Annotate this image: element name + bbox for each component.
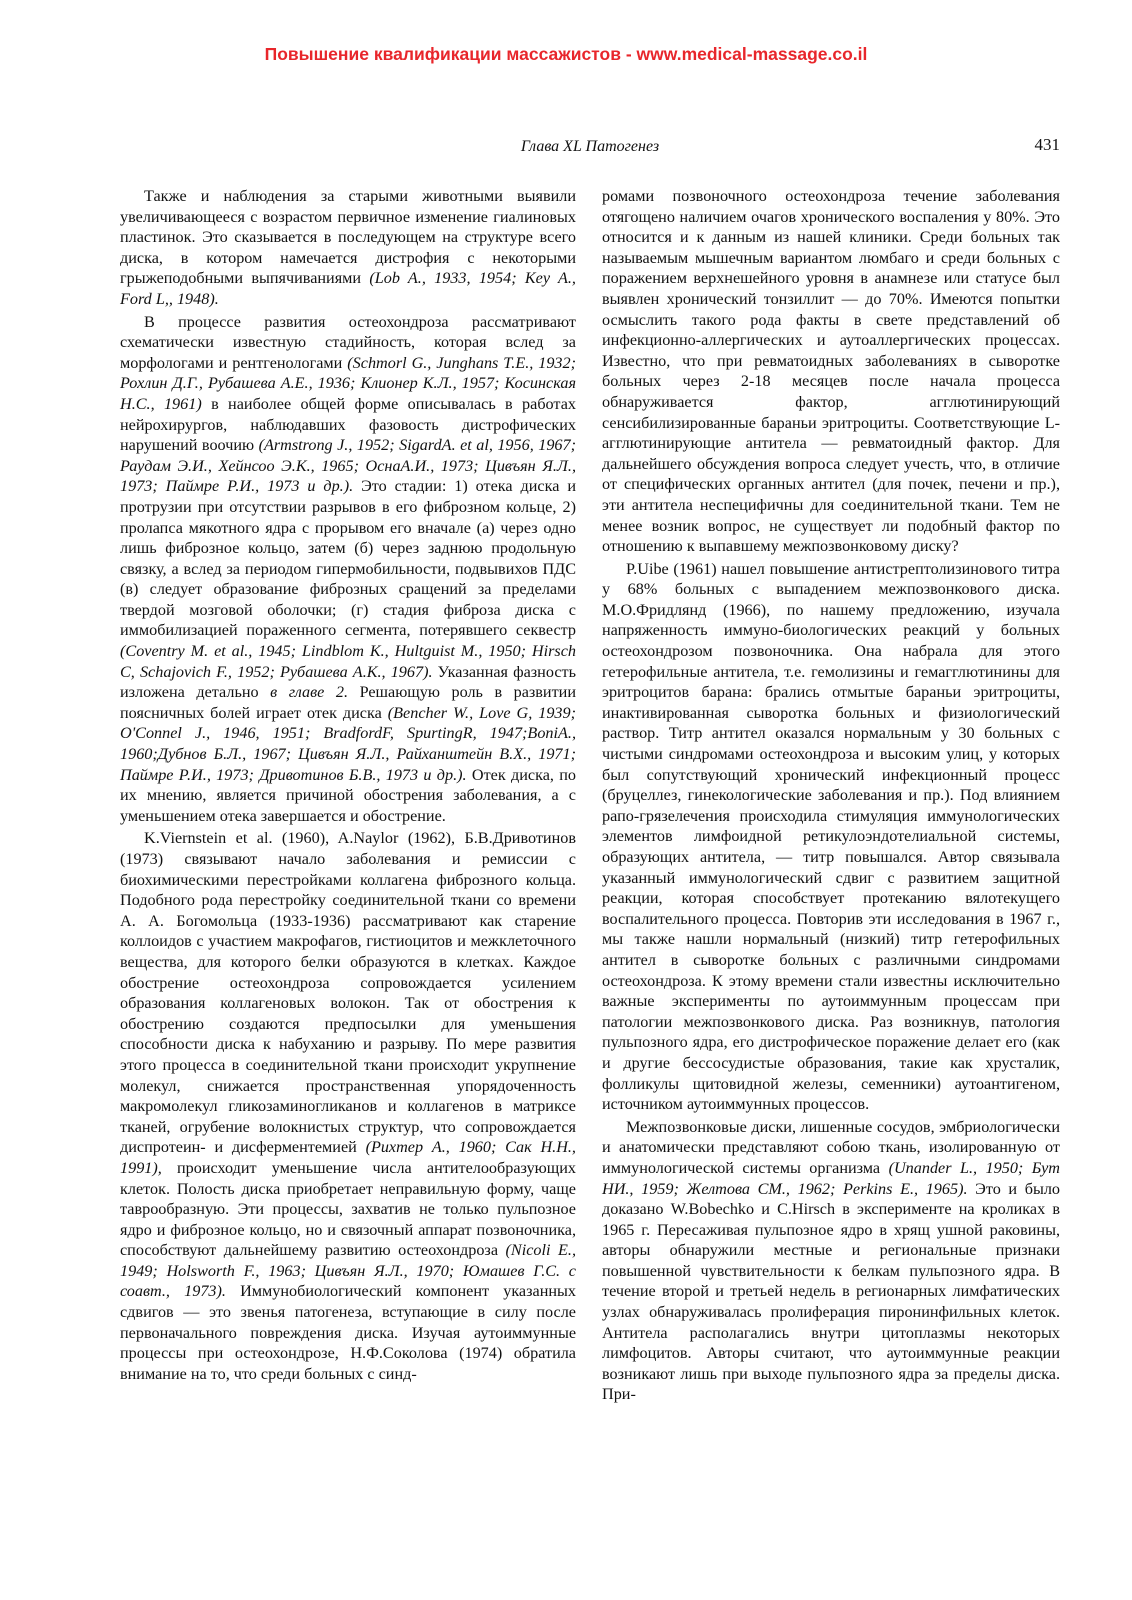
citation: (Schmorl G., Junghans Т.Е., 1932; Рохлин Д.Г., Рубашева А.Е., 1936; Клионер К.Л., 1957; Косинская Н.С., 1961) xyxy=(120,353,577,413)
citation: (Bencher W., Love G, 1939; O'Connel J., 1946, 1951; BradfordF, SpurtingR, 1947;BoniA., 1960;Дубнов Б.Л., 1967; Цивъян Я.Л., Райханштейн В.Х., 1971; Паймре Р.И., 1973; Дривотинов Б.В., 1973 и др.). xyxy=(120,703,576,784)
page-number: 431 xyxy=(1034,135,1060,154)
text-run: происходит уменьшение числа антителообразующих клеток. Полость диска приобретает неправильную форму, чаще таврообразную. Эти процессы, захватив не только пульпозное ядро и фиброзное кольцо, но и связочный аппарат позвоночника, способствуют дальнейшему развитию остеохондроза xyxy=(120,1158,576,1260)
citation: (Coventry M. et al., 1945; Lindblom К., Hultguist M., 1950; Hirsch C, Schajovich F., 1952; Рубашева А.К., 1967). xyxy=(120,642,576,681)
text-run: Также и наблюдения за старыми животными выявили увеличивающееся с возрастом первичное изменение гиалиновых пластинок. Это сказывается в последующем на структуре всего диска, в котором намечается дистрофия с некоторыми грыжеподобными выпячиваниями xyxy=(120,187,576,288)
running-header xyxy=(120,135,1060,160)
chapter-reference: в главе 2. xyxy=(270,683,349,702)
site-banner: Повышение квалификации массажистов - www.medical-massage.co.il xyxy=(264,44,868,64)
text-run: Это стадии: 1) отека диска и протрузии при отсутствии разрывов в его фиброзном кольце, 2) пролапса мякотного ядра с прорывом его вначале (а) через одно лишь фиброзное кольцо, затем (б) через заднюю продольную связку, а вслед за периодом гипермобильности, подвывихов ПДС (в) следует образование фиброзных сращений за пределами твердой мозговой оболочки; (г) стадия фиброза диска с иммобилизацией пораженного сегмента, потерявшего секвестр xyxy=(120,477,576,640)
paragraph xyxy=(602,559,1060,1115)
text-run: В процессе развития остеохондроза рассматривают схематически известную стадийность, которая вслед за морфологами и рентгенологами xyxy=(120,312,576,372)
paragraph xyxy=(602,1117,1060,1405)
citation: (Рихтер А., 1960; Сак Н.Н., 1991), xyxy=(120,1138,576,1177)
text-run: Иммунобиологический компонент указанных сдвигов — это звенья патогенеза, вступающие в силу после первоначального повреждения диска. Изучая аутоиммунные процессы при остеохондрозе, Н.Ф.Соколова (1974) обратила внимание на то, что среди больных с синд- xyxy=(120,1282,576,1383)
citation: (Nicoli E., 1949; Holsworth F., 1963; Цивъян Я.Л., 1970; Юмашев Г.С. с соавт., 1973). xyxy=(120,1241,576,1301)
text-run: Межпозвонковые диски, лишенные сосудов, эмбриологически и анатомически представляют собою ткань, изолированную от иммунологической системы организма xyxy=(602,1117,1060,1177)
paragraph xyxy=(120,186,576,310)
citation: (Armstrong J., 1952; SigardA. et al, 1956, 1967; Раудам Э.И., Хейнсоо Э.К., 1965; ОснаА.И., 1973; Цивъян Я.Л., 1973; Паймре Р.И., 1973 и др.). xyxy=(120,436,576,496)
text-run: K.Viernstein et al. (1960), A.Naylor (1962), Б.В.Дривотинов (1973) связывают начало заболевания и ремиссии с биохимическими перестройками коллагена фиброзного кольца. Подобного рода перестройку соединительной ткани со времени А. А. Богомольца (1933-1936) рассматривают как старение коллоидов с участием макрофагов, гистиоцитов и межклеточного вещества, для которого белки образуются в клетках. Каждое обострение остеохондроза сопровождается усилением образования коллагеновых волокон. Так от обострения к обострению создаются предпосылки для уменьшения способности диска к набуханию и разрыву. По мере развития этого процесса в соединительной ткани происходит укрупнение молекул, снижается пространственная упорядоченность макромолекул гликозаминогликанов и коллагенов в матриксе тканей, огрубение волокнистых структур, что сопровождается диспротеин- и дисферментемией xyxy=(120,829,576,1157)
text-run: в наиболее общей форме описывалась в работах нейрохирургов, наблюдавших фазовость дистрофических нарушений воочию xyxy=(120,394,576,455)
citation: (Unander L., 1950; Бут НИ., 1959; Желтова СМ., 1962; Perkins E., 1965). xyxy=(602,1158,1060,1198)
citation: (Lob A., 1933, 1954; Key A., Ford L,, 1948). xyxy=(120,269,576,308)
right-column xyxy=(602,186,1060,1407)
text-run: Отек диска, по их мнению, является причиной обострения заболевания, а с уменьшением отека завершается и обострение. xyxy=(120,765,576,825)
text-run: Это и было доказано W.Bobechko и C.Hirsch в эксперименте на кроликах в 1965 г. Пересаживая пульпозное ядро в хрящ ушной раковины, авторы обнаружили местные и региональные признаки повышенной чувствительности к белкам пульпозного ядра. В течение второй и третьей недель в регионарных лимфатических узлах обнаруживалась пролиферация пиронинфильных клеток. Антитела располагались внутри цитоплазмы некоторых лимфоцитов. Авторы считают, что аутоиммунные реакции возникают лишь при выходе пульпозного ядра за пределы диска. При- xyxy=(602,1179,1060,1404)
paragraph xyxy=(120,828,576,1384)
text-run: Указанная фазность изложена детально xyxy=(120,662,576,702)
text-run: P.Uibe (1961) нашел повышение антистрептолизинового титра у 68% больных с выпадением межпозвонкового диска. М.О.Фридлянд (1966), по нашему предложению, изучала напряженность иммуно-биологических реакций у больных остеохондрозом позвоночника. Она набрала для этого гетерофильные антитела, т.е. гемолизины и гемагглютинины для эритроцитов барана: брались отмытые бараньи эритроциты, инактивированная сыворотка больных и физиологический раствор. Титр антител оказался нормальным у 30 больных с чистыми синдромами остеохондроза и высоким улиц, у которых был сопутствующий хронический инфекционный процесс (бруцеллез, гинекологические заболевания и пр.). Под влиянием рапо-грязелечения происходила стимуляция иммунологических элементов лимфоидной ретикулоэндотелиальной системы, образующих антитела, — титр повышался. Автор связывала указанный иммунологический сдвиг с развитием защитной реакции, которая способствует протеканию вялотекущего воспалительного процесса. Повторив эти исследования в 1967 г., мы также нашли нормальный (низкий) титр гетерофильных антител в сыворотке больных с различными синдромами остеохондроза. К этому времени стали известны исключительно важные эксперименты по аутоиммунным процессам при патологии межпозвонкового диска. Раз возникнув, патология пульпозного ядра, его дистрофическое поражение делает его (как и другие бессосудистые образования, такие как хрусталик, фолликулы щитовидной железы, семенники) аутоантигеном, источником аутоиммунных процессов. xyxy=(602,559,1060,1114)
paragraph xyxy=(120,312,576,827)
paragraph xyxy=(602,186,1060,557)
left-column xyxy=(120,186,576,1386)
text-run: Решающую роль в развитии поясничных болей играет отек диска xyxy=(120,683,576,722)
chapter-title: Глава XL Патогенез xyxy=(520,138,660,155)
text-run: ромами позвоночного остеохондроза течение заболевания отягощено наличием очагов хронического воспаления у 80%. Это относится и к данным из нашей клиники. Среди больных так называемым мышечным вариантом люмбаго и среди больных с поражением верхнешейного уровня в анамнезе или статусе был выявлен хронический тонзиллит — до 70%. Имеются попытки осмыслить такого рода факты в свете представлений об инфекционно-аллергических и аутоаллергических процессах. Известно, что при ревматоидных заболеваниях в сыворотке больных через 2-18 месяцев после начала процесса обнаруживается фактор, агглютинирующий сенсибилизированные бараньи эритроциты. Соответствующие L-агглютинирующие антитела — ревматоидный фактор. Для дальнейшего обсуждения вопроса следует учесть, что, в отличие от специфических органных антител (для почек, печени и пр.), эти антитела неспецифичны для соединительной ткани. Тем не менее возник вопрос, не существует ли подобный фактор по отношению к выпавшему межпозвонковому диску? xyxy=(602,187,1060,556)
